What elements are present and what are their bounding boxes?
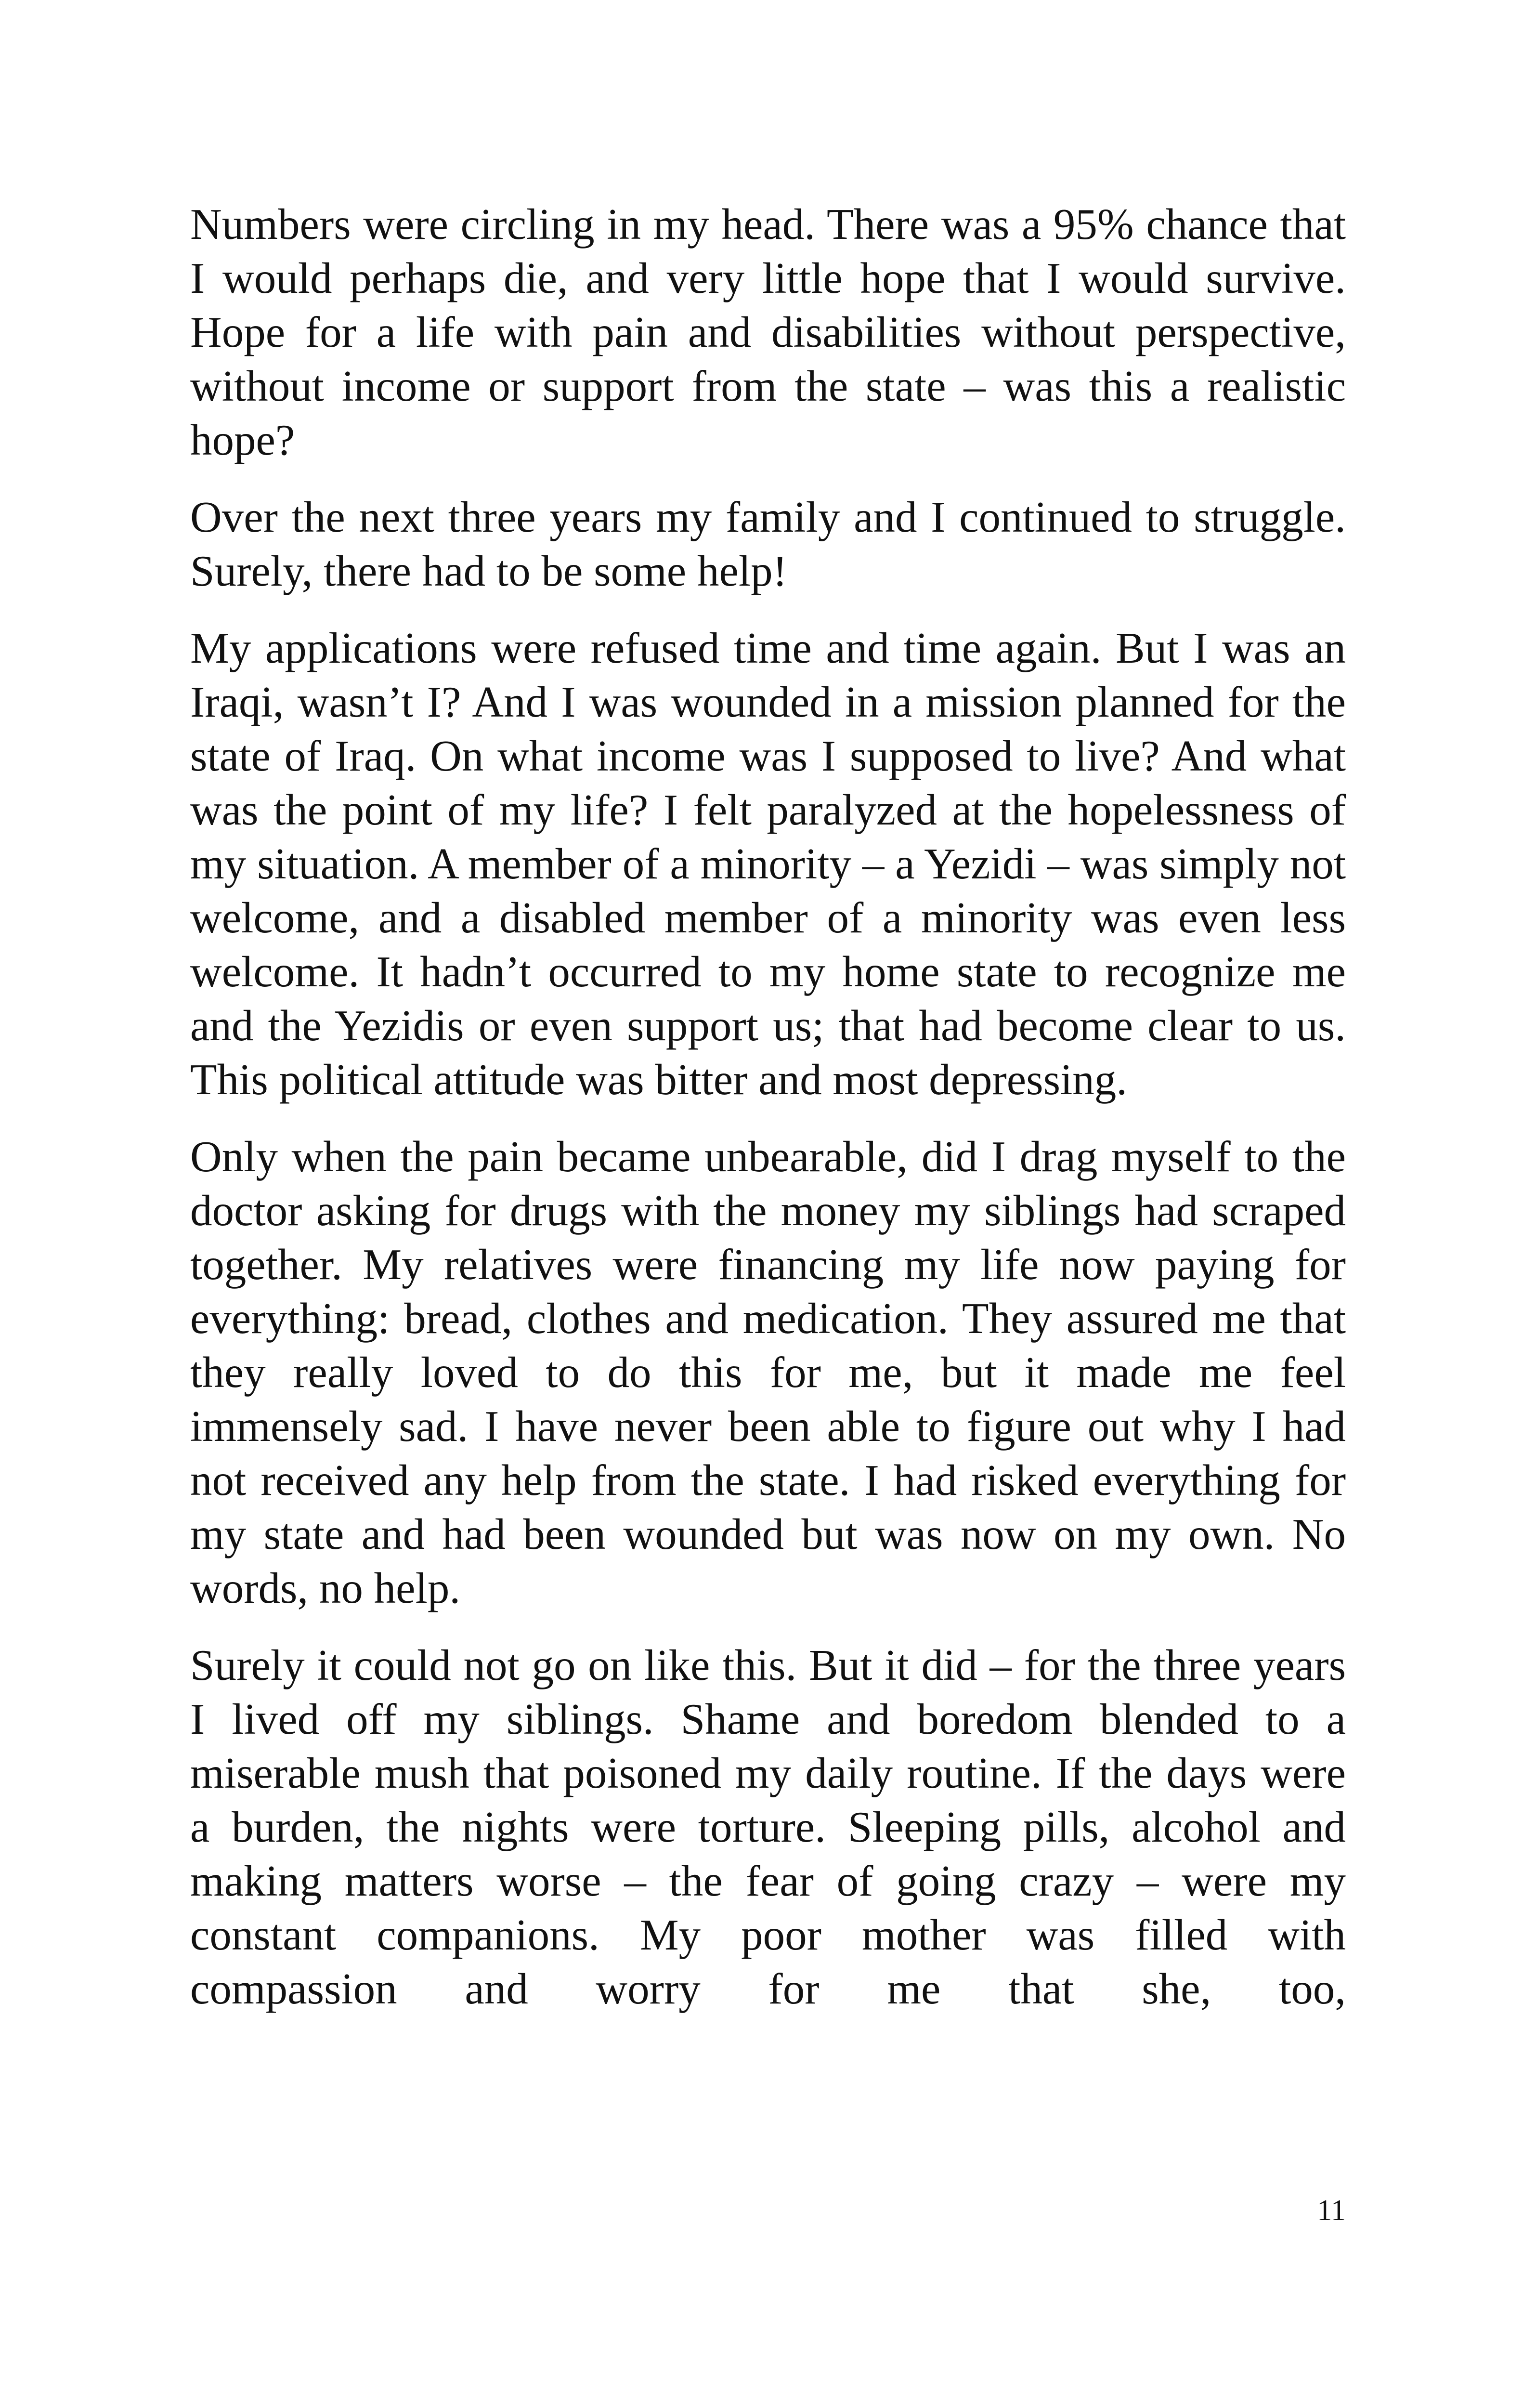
paragraph-5: Surely it could not go on like this. But it did – for the three years I lived off my siblings. Shame and boredom blended to a miserable mush that poisoned my daily routine. If the days were a burden, the nights were torture. Sleeping pills, alcohol and making matters worse – the fear of going crazy – were my constant companions. My poor mother was filled with compassion and worry for me that she, too, <box>190 1641 1346 2013</box>
paragraph-4: Only when the pain became unbearable, did I drag myself to the doctor asking for drugs with the money my siblings had scraped together. My relatives were financing my life now paying for everything: bread, clothes and medication. They assured me that they really loved to do this for me, but it made me feel immensely sad. I have never been able to figure out why I had not received any help from the state. I had risked everything for my state and had been wounded but was now on my own. No words, no help. <box>190 1132 1346 1612</box>
paragraph-3: My applications were refused time and time again. But I was an Iraqi, wasn’t I? And I was wounded in a mission planned for the state of Iraq. On what income was I supposed to live? And what was the point of my life? I felt paralyzed at the hopelessness of my situation. A member of a minority – a Yezidi – was simply not welcome, and a disabled member of a minority was even less welcome. It hadn’t occurred to my home state to recognize me and the Yezidis or even support us; that had become clear to us. This political attitude was bitter and most depressing. <box>190 624 1346 1104</box>
page-number: 11 <box>1317 2194 1346 2227</box>
paragraph-2: Over the next three years my family and I continued to struggle. Surely, there had to be some help! <box>190 493 1346 595</box>
body-text <box>190 197 1346 2039</box>
paragraph-1: Numbers were circling in my head. There was a 95% chance that I would perhaps die, and very little hope that I would survive. Hope for a life with pain and disabilities without perspective, without income or support from the state – was this a realistic hope? <box>190 200 1346 464</box>
